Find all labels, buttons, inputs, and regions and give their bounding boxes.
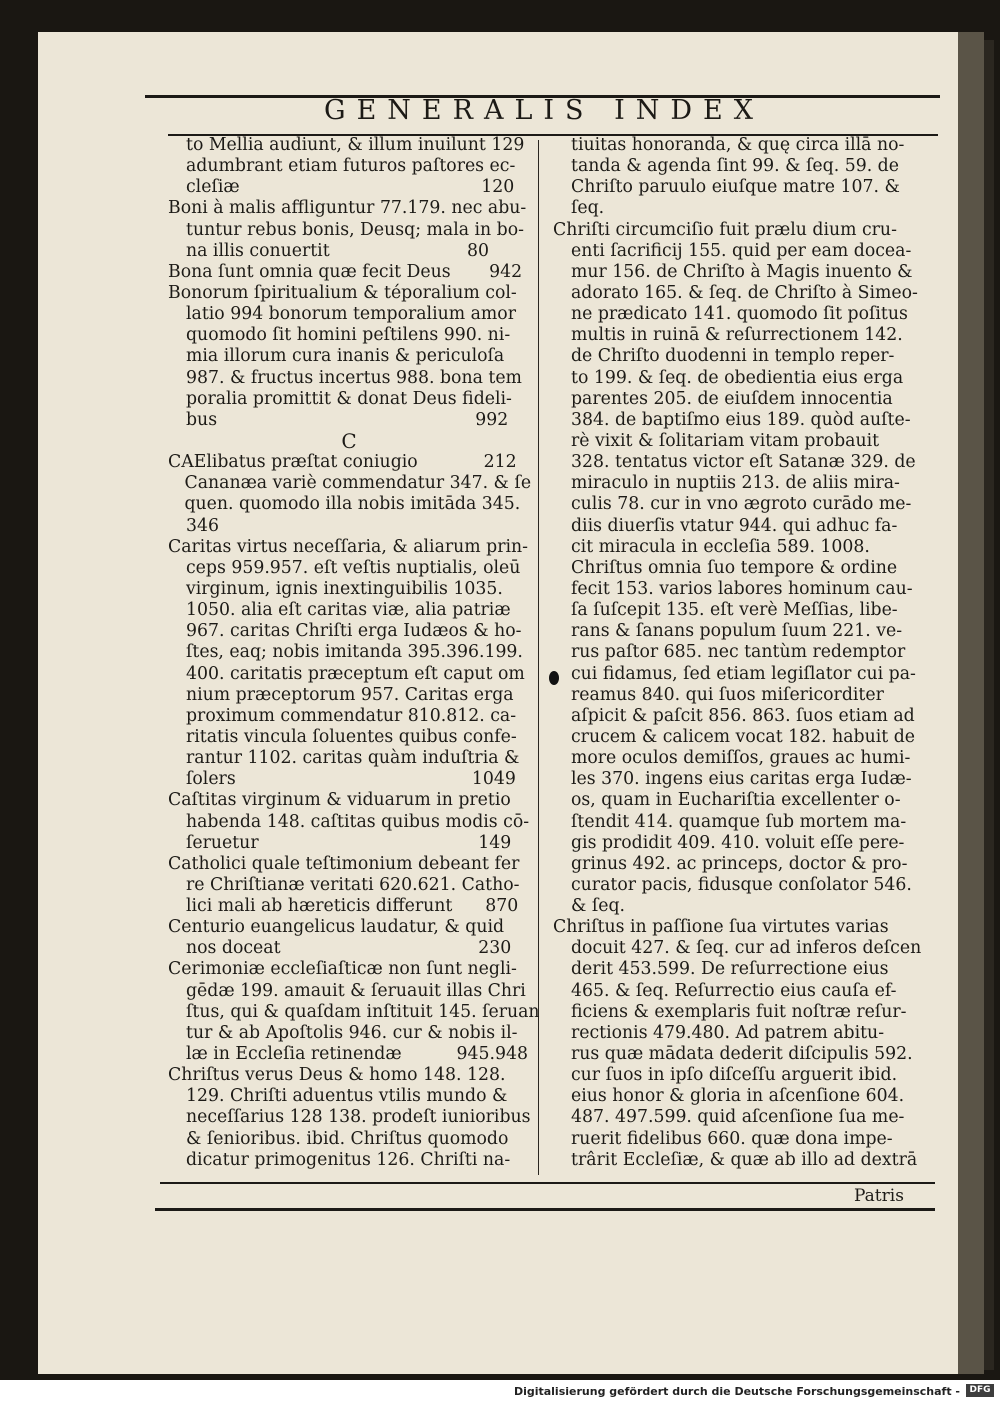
- index-line: nium præceptorum 957. Caritas erga: [186, 684, 514, 705]
- index-line: CAElibatus præſtat coniugio 212: [168, 452, 517, 473]
- index-line: Bonorum ſpiritualium & téporalium col-: [168, 282, 517, 303]
- index-line: Cerimoniæ eccleſiaſticæ non ſunt negli-: [168, 959, 517, 980]
- footer-bar: [0, 1380, 1000, 1402]
- index-line: Catholici quale teſtimonium debeant fer: [168, 853, 520, 874]
- index-line: Cananæa variè commendatur 347. & ſe: [168, 473, 532, 494]
- index-line: ſa ſuſcepit 135. eſt verè Meſſias, libe-: [571, 600, 898, 621]
- index-line: les 370. ingens eius caritas erga Iudæ-: [571, 769, 912, 790]
- index-line: docuit 427. & ſeq. cur ad inferos deſcen: [571, 938, 922, 959]
- index-line: cur ſuos in ipſo diſceſſu arguerit ibid.: [571, 1065, 898, 1086]
- index-line: tanda & agenda ſint 99. & ſeq. 59. de: [571, 156, 899, 177]
- index-line: Chriſto paruulo eiuſque matre 107. &: [571, 177, 900, 198]
- index-line: 400. caritatis præceptum eſt caput om: [186, 663, 525, 684]
- index-line: rus quæ mādata dederit diſcipulis 592.: [571, 1044, 913, 1065]
- index-line: proximum commendatur 810.812. ca-: [186, 705, 517, 726]
- index-line: nos doceat 230: [186, 938, 512, 959]
- index-line: crucem & calicem vocat 182. habuit de: [571, 726, 915, 747]
- index-line: ſtes, eaq; nobis imitanda 395.396.199.: [186, 642, 523, 663]
- left-column: [168, 135, 540, 1171]
- footer-rule: [160, 1182, 935, 1184]
- index-line: enti ſacrificij 155. quid per eam doceа-: [571, 240, 912, 261]
- index-line: mia illorum cura inanis & periculoſa: [186, 346, 505, 367]
- right-column: [553, 135, 922, 1171]
- index-line: dicatur primogenitus 126. Chriſti na-: [186, 1149, 511, 1170]
- dfg-logo: DFG: [966, 1384, 994, 1397]
- index-line: tur & ab Apoſtolis 946. cur & nobis il-: [186, 1022, 518, 1043]
- index-line: to Mellia audiunt, & illum inuilunt 129: [186, 135, 525, 155]
- index-line: 328. tentatus victor eſt Satanæ 329. de: [571, 452, 916, 473]
- footer-rule-2: [155, 1208, 935, 1211]
- index-line: fecit 153. varios labores hominum cau-: [571, 578, 913, 599]
- index-line: 1050. alia eſt caritas viæ, alia patriæ: [186, 600, 511, 621]
- index-line: adorato 165. & ſeq. de Chriſto à Simeo-: [571, 282, 918, 303]
- index-line: ſeq.: [571, 198, 605, 219]
- index-line: ceps 959.957. eſt veſtis nuptialis, oleū: [186, 557, 521, 578]
- index-line: miraculo in nuptiis 213. de aliis mira-: [571, 473, 900, 494]
- index-line: virginum, ignis inextinguibilis 1035.: [186, 578, 503, 599]
- ink-dot: [549, 671, 559, 685]
- index-line: cleſiæ 120: [186, 177, 515, 198]
- index-line: bus 992: [186, 409, 509, 430]
- index-line: 346: [186, 515, 219, 536]
- index-line: na illis conuertit 80: [186, 240, 489, 261]
- index-line: ruerit fidelibus 660. quæ dona impe-: [571, 1128, 893, 1149]
- index-line: eius honor & gloria in aſcenſione 604.: [571, 1086, 905, 1107]
- page-edge-shadow: [984, 40, 994, 1370]
- index-line: 129. Chriſti aduentus vtilis mundo &: [186, 1086, 508, 1107]
- index-line: adumbrant etiam futuros paſtores ec-: [186, 156, 516, 177]
- index-line: Bona ſunt omnia quæ fecit Deus 942: [168, 261, 523, 282]
- index-line: lici mali ab hæreticis differunt 870: [186, 896, 519, 917]
- index-line: rantur 1102. caritas quàm induſtria &: [186, 748, 520, 769]
- index-line: C: [341, 428, 357, 453]
- index-line: Chriſtus verus Deus & homo 148. 128.: [168, 1065, 506, 1086]
- index-line: habenda 148. caſtitas quibus modis cō-: [186, 811, 530, 832]
- index-line: gēdæ 199. amauit & ſeruauit illas Chri: [186, 980, 526, 1001]
- index-line: mur 156. de Chriſto à Magis inuento &: [571, 261, 913, 282]
- index-line: Chriſtus omnia ſuo tempore & ordine: [571, 557, 898, 578]
- index-line: gis prodidit 409. 410. voluit eſſe pere-: [571, 832, 905, 853]
- index-line: & ſenioribus. ibid. Chriſtus quomodo: [186, 1128, 509, 1149]
- index-line: diis diuerſis vtatur 944. qui adhuc fa-: [571, 515, 898, 536]
- index-line: 487. 497.599. quid aſcenſione ſua me-: [571, 1107, 905, 1128]
- catchword: Patris: [854, 1186, 904, 1206]
- index-line: os, quam in Euchariſtia excellenter o-: [571, 790, 901, 811]
- index-line: cui fidamus, ſed etiam legiſlator cui pa-: [571, 663, 916, 684]
- index-line: ſtendit 414. quamque ſub mortem ma-: [571, 811, 907, 832]
- index-line: & ſeq.: [571, 896, 626, 917]
- index-line: 967. caritas Chriſti erga Iudæos & ho-: [186, 621, 522, 642]
- index-line: rè vixit & ſolitariam vitam probauit: [571, 430, 880, 451]
- index-line: 987. & fructus incertus 988. bona tem: [186, 367, 522, 388]
- index-line: latio 994 bonorum temporalium amor: [186, 304, 516, 325]
- index-line: multis in ruinā & reſurrectionem 142.: [571, 325, 903, 346]
- index-line: trârit Eccleſiæ, & quæ ab illo ad dextrā: [571, 1149, 918, 1170]
- index-line: ſeruetur 149: [186, 832, 512, 853]
- index-line: ficiens & exemplaris fuit noſtræ reſur-: [571, 1001, 907, 1022]
- index-line: læ in Eccleſia retinendæ 945.948: [186, 1044, 529, 1065]
- index-line: quen. quomodo illa nobis imitāda 345.: [168, 494, 521, 515]
- index-line: de Chriſto duodenni in templo reper-: [571, 346, 895, 367]
- index-line: Chriſtus in paſſione ſua virtutes varias: [553, 917, 889, 938]
- index-line: 465. & ſeq. Reſurrectio eius cauſa ef-: [571, 980, 897, 1001]
- index-line: reamus 840. qui ſuos miſericorditer: [571, 684, 884, 705]
- index-line: derit 453.599. De reſurrectione eius: [571, 959, 889, 980]
- index-line: 384. de baptiſmo eius 189. quòd auſte-: [571, 409, 911, 430]
- index-line: rectionis 479.480. Ad patrem abitu-: [571, 1022, 885, 1043]
- index-line: Boni à malis affliguntur 77.179. nec abu-: [168, 198, 527, 219]
- index-line: aſpicit & paſcit 856. 863. ſuos etiam ad: [571, 705, 915, 726]
- index-line: re Chriſtianæ veritati 620.621. Catho-: [186, 874, 520, 895]
- index-line: cit miracula in eccleſia 589. 1008.: [571, 536, 870, 557]
- footer-credit: Digitalisierung gefördert durch die Deutsche Forschungsgemeinschaft -: [513, 1385, 960, 1398]
- index-line: ſtus, qui & quaſdam inſtituit 145. ſeruan: [186, 1001, 540, 1022]
- index-line: curator pacis, fidusque conſolator 546.: [571, 874, 912, 895]
- index-line: poralia promittit & donat Deus fideli-: [186, 388, 512, 409]
- page-edge: [958, 32, 984, 1374]
- index-line: culis 78. cur in vno ægroto curādo me-: [571, 494, 912, 515]
- index-line: Centurio euangelicus laudatur, & quid: [168, 917, 505, 938]
- index-line: ne prædicato 141. quomodo ſit poſitus: [571, 304, 908, 325]
- index-line: more oculos demiſſos, graues ac humi-: [571, 748, 911, 769]
- index-line: parentes 205. de eiuſdem innocentia: [571, 388, 893, 409]
- index-line: grinus 492. ac princeps, doctor & pro-: [571, 853, 908, 874]
- index-line: Caritas virtus neceſſaria, & aliarum prin-: [168, 536, 528, 557]
- index-line: Caſtitas virginum & viduarum in pretio: [168, 790, 511, 811]
- index-line: ſolers 1049: [186, 769, 516, 790]
- index-line: rans & ſanans populum ſuum 221. ve-: [571, 621, 903, 642]
- index-line: to 199. & ſeq. de obedientia eius erga: [571, 367, 904, 388]
- index-line: rus paſtor 685. nec tantùm redemptor: [571, 642, 906, 663]
- index-line: quomodo ſit homini peſtilens 990. ni-: [186, 325, 511, 346]
- index-line: tuntur rebus bonis, Deusq; mala in bo-: [186, 219, 524, 240]
- index-line: tiuitas honoranda, & quę circa illā no-: [571, 135, 905, 155]
- running-head: GENERALIS INDEX: [324, 95, 764, 126]
- index-line: ritatis vincula ſoluentes quibus confe-: [186, 726, 517, 747]
- index-line: neceſſarius 128 138. prodeſt iunioribus: [186, 1107, 531, 1128]
- index-line: Chriſti circumciſio fuit prælu dium cru-: [553, 219, 897, 240]
